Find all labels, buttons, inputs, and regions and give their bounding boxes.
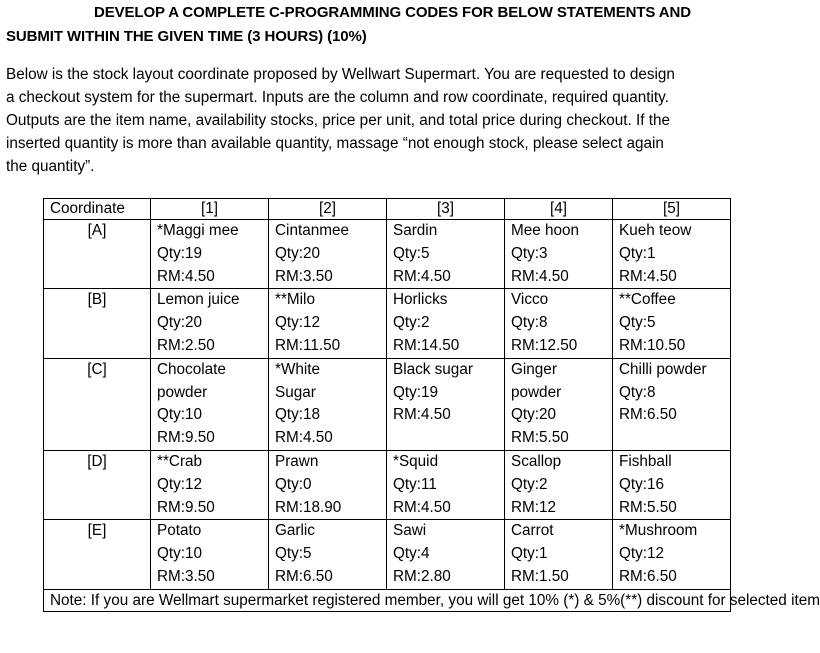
cell-line: RM:9.50 xyxy=(157,498,215,516)
cell-line: RM:11.50 xyxy=(275,336,341,354)
cell-line: Qty:11 xyxy=(393,475,437,493)
stock-cell xyxy=(387,289,505,358)
cell-line: RM:6.50 xyxy=(275,567,333,585)
cell-line: Garlic xyxy=(275,522,315,540)
table-row xyxy=(44,220,731,289)
cell-line: Qty:2 xyxy=(393,314,430,332)
cell-line: Vicco xyxy=(511,291,549,309)
intro-line: the quantity”. xyxy=(6,158,95,175)
intro-line: Below is the stock layout coordinate proposed by Wellwart Supermart. You are requested to design xyxy=(6,66,675,83)
cell-line: Chilli powder xyxy=(619,360,707,378)
cell-line: *Squid xyxy=(393,452,439,470)
cell-line: Qty:5 xyxy=(393,244,430,262)
stock-cell xyxy=(151,520,269,589)
cell-line: *Maggi mee xyxy=(157,222,239,239)
cell-line: Qty:5 xyxy=(275,545,312,563)
cell-line: RM:5.50 xyxy=(511,429,569,447)
cell-line: RM:2.80 xyxy=(393,567,451,585)
stock-cell xyxy=(613,289,731,358)
cell-line: Qty:1 xyxy=(619,244,656,262)
stock-cell xyxy=(387,520,505,589)
table-row xyxy=(44,450,731,519)
stock-cell xyxy=(151,450,269,519)
stock-cell xyxy=(269,520,387,589)
stock-cell xyxy=(151,358,269,450)
cell-line: Qty:2 xyxy=(511,475,548,493)
cell-line: Qty:4 xyxy=(393,545,430,563)
cell-line: Scallop xyxy=(511,452,562,470)
note-row xyxy=(44,589,731,611)
cell-line: Sugar xyxy=(275,383,316,401)
cell-line: Qty:10 xyxy=(157,545,203,563)
cell-line: powder xyxy=(511,383,562,401)
cell-line: RM:12 xyxy=(511,498,557,516)
stock-cell xyxy=(387,358,505,450)
table-row xyxy=(44,289,731,358)
intro-line: inserted quantity is more than available quantity, massage “not enough stock, please select again xyxy=(6,135,664,152)
cell-line: RM:5.50 xyxy=(619,498,677,516)
cell-line: *Mushroom xyxy=(619,522,698,540)
stock-cell xyxy=(269,358,387,450)
header-row xyxy=(44,199,731,220)
cell-line: Qty:0 xyxy=(275,475,312,493)
intro-line: a checkout system for the supermart. Inputs are the column and row coordinate, required quantity. xyxy=(6,89,669,106)
stock-cell xyxy=(505,289,613,358)
cell-line: Qty:20 xyxy=(511,406,557,424)
stock-cell xyxy=(505,520,613,589)
stock-cell xyxy=(613,220,731,289)
table-row xyxy=(44,358,731,450)
cell-line: Chocolate xyxy=(157,360,226,378)
cell-line: Qty:18 xyxy=(275,406,321,424)
cell-line: RM:4.50 xyxy=(393,267,451,285)
table-row xyxy=(44,520,731,589)
cell-line: Qty:3 xyxy=(511,244,548,262)
cell-line: RM:4.50 xyxy=(511,267,569,285)
cell-line: Ginger xyxy=(511,360,557,378)
cell-line: Qty:12 xyxy=(157,475,203,493)
cell-line: Qty:19 xyxy=(393,383,439,401)
stock-cell xyxy=(505,220,613,289)
column-header: [4] xyxy=(505,199,613,220)
row-label: [E] xyxy=(44,520,151,589)
stock-cell xyxy=(269,450,387,519)
cell-line: **Crab xyxy=(157,452,203,470)
cell-line: powder xyxy=(157,383,208,401)
cell-line: RM:4.50 xyxy=(393,406,451,424)
cell-line: RM:4.50 xyxy=(275,429,333,447)
cell-line: Qty:20 xyxy=(157,314,203,332)
cell-line: RM:4.50 xyxy=(393,498,451,516)
cell-line: RM:2.50 xyxy=(157,336,215,354)
column-header: [1] xyxy=(151,199,269,220)
cell-line: Qty:5 xyxy=(619,314,656,332)
cell-line: RM:6.50 xyxy=(619,406,677,424)
cell-line: Qty:8 xyxy=(511,314,548,332)
cell-line: Qty:19 xyxy=(157,244,203,262)
cell-line: Mee hoon xyxy=(511,222,580,239)
cell-line: Kueh teow xyxy=(619,222,692,239)
cell-line: Qty:12 xyxy=(275,314,321,332)
cell-line: Horlicks xyxy=(393,291,448,309)
row-label: [D] xyxy=(44,450,151,519)
cell-line: Qty:8 xyxy=(619,383,656,401)
heading-line-1: DEVELOP A COMPLETE C-PROGRAMMING CODES FOR BELOW STATEMENTS AND xyxy=(93,4,692,21)
cell-line: Qty:12 xyxy=(619,545,665,563)
cell-line: Lemon juice xyxy=(157,291,240,309)
cell-line: RM:14.50 xyxy=(393,336,460,354)
column-header: [2] xyxy=(269,199,387,220)
stock-cell xyxy=(613,358,731,450)
cell-line: **Coffee xyxy=(619,291,676,309)
stock-cell xyxy=(505,358,613,450)
stock-cell xyxy=(505,450,613,519)
cell-line: Sawi xyxy=(393,522,427,540)
cell-line: RM:3.50 xyxy=(275,267,333,285)
column-header: [3] xyxy=(387,199,505,220)
row-label: [C] xyxy=(44,358,151,450)
cell-line: RM:18.90 xyxy=(275,498,342,516)
column-header: [5] xyxy=(613,199,731,220)
cell-line: RM:1.50 xyxy=(511,567,569,585)
cell-line: Sardin xyxy=(393,222,438,239)
cell-line: Carrot xyxy=(511,522,554,540)
stock-cell xyxy=(151,289,269,358)
stock-layout-table xyxy=(43,198,820,612)
cell-line: RM:10.50 xyxy=(619,336,686,354)
member-discount-note: Note: If you are Wellmart supermarket registered member, you will get 10% (*) & 5%(**) discount for selected item xyxy=(44,589,731,611)
cell-line: RM:4.50 xyxy=(157,267,215,285)
stock-cell xyxy=(613,520,731,589)
cell-line: RM:9.50 xyxy=(157,429,215,447)
cell-line: RM:12.50 xyxy=(511,336,578,354)
cell-line: Prawn xyxy=(275,452,319,470)
cell-line: Qty:10 xyxy=(157,406,203,424)
intro-paragraph xyxy=(6,63,778,178)
row-label: [B] xyxy=(44,289,151,358)
stock-cell xyxy=(151,220,269,289)
intro-line: Outputs are the item name, availability stocks, price per unit, and total price during checkout. If the xyxy=(6,112,671,129)
stock-cell xyxy=(387,450,505,519)
cell-line: Fishball xyxy=(619,452,672,470)
coordinate-header: Coordinate xyxy=(44,199,151,220)
cell-line: *White xyxy=(275,360,321,378)
cell-line: RM:4.50 xyxy=(619,267,677,285)
cell-line: Qty:20 xyxy=(275,244,321,262)
row-label: [A] xyxy=(44,220,151,289)
cell-line: RM:3.50 xyxy=(157,567,215,585)
cell-line: RM:6.50 xyxy=(619,567,677,585)
stock-cell xyxy=(613,450,731,519)
cell-line: Qty:16 xyxy=(619,475,665,493)
cell-line: Potato xyxy=(157,522,202,540)
cell-line: Qty:1 xyxy=(511,545,548,563)
cell-line: Black sugar xyxy=(393,360,473,378)
stock-cell xyxy=(387,220,505,289)
stock-cell xyxy=(269,220,387,289)
heading-line-2: SUBMIT WITHIN THE GIVEN TIME (3 HOURS) (10%) xyxy=(6,28,367,45)
stock-cell xyxy=(269,289,387,358)
cell-line: **Milo xyxy=(275,291,315,309)
cell-line: Cintanmee xyxy=(275,222,349,239)
